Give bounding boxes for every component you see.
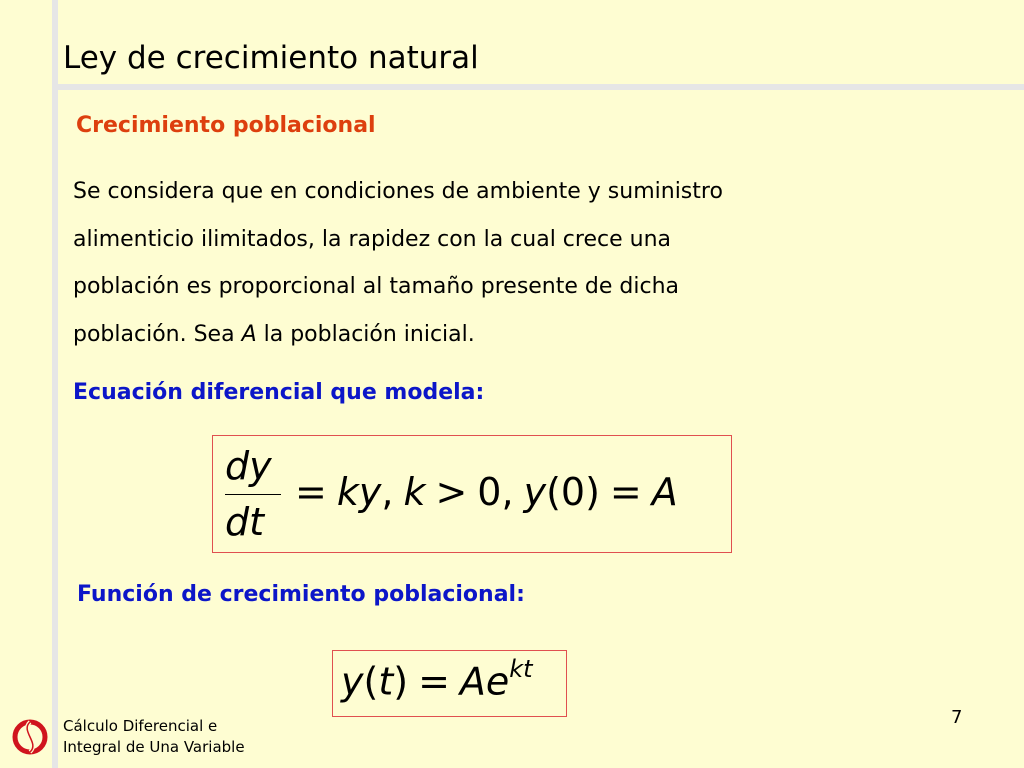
footer-line: Cálculo Diferencial e bbox=[63, 717, 218, 735]
equation-right-side bbox=[295, 470, 678, 514]
term-k: k bbox=[403, 470, 426, 514]
paren-open: ( bbox=[363, 659, 379, 704]
term-t: t bbox=[378, 659, 394, 704]
growth-function-box bbox=[332, 650, 567, 717]
term-initial-arg: (0) bbox=[546, 470, 600, 514]
paragraph-text: población. Sea bbox=[73, 321, 242, 347]
exponent-kt: kt bbox=[509, 655, 533, 683]
term-A: A bbox=[651, 470, 678, 514]
variable-A: A bbox=[241, 321, 257, 347]
equals-sign: = bbox=[609, 470, 642, 514]
equals-sign: = bbox=[418, 659, 450, 704]
equals-sign: = bbox=[295, 470, 327, 514]
fraction-bar bbox=[225, 494, 281, 495]
slide-title: Ley de crecimiento natural bbox=[63, 40, 479, 76]
paragraph-line: población es proporcional al tamaño presente de dicha bbox=[73, 274, 679, 299]
university-logo-icon bbox=[10, 717, 50, 757]
fraction-denominator: dt bbox=[225, 500, 265, 544]
differential-equation-box bbox=[212, 435, 732, 553]
greater-than-sign: > bbox=[435, 470, 468, 514]
term-zero: 0, bbox=[477, 470, 514, 514]
paragraph-line-last bbox=[73, 311, 973, 359]
section-heading-growth: Crecimiento poblacional bbox=[76, 113, 376, 138]
section-heading-equation: Ecuación diferencial que modela: bbox=[73, 380, 485, 405]
term-ky: ky bbox=[336, 470, 382, 514]
term-y: y bbox=[523, 470, 547, 514]
paren-close: ) bbox=[393, 659, 409, 704]
fraction-numerator: dy bbox=[225, 444, 272, 488]
term-Ae: Ae bbox=[459, 659, 510, 704]
paragraph-line: alimenticio ilimitados, la rapidez con la cual crece una bbox=[73, 226, 671, 252]
comma: , bbox=[381, 470, 394, 514]
paragraph-line: Se considera que en condiciones de ambiente y suministro bbox=[73, 179, 723, 204]
footer-line: Integral de Una Variable bbox=[63, 738, 245, 756]
horizontal-rule bbox=[52, 84, 1024, 90]
footer-course-name bbox=[63, 716, 245, 758]
intro-paragraph bbox=[73, 168, 973, 358]
paragraph-text: la población inicial. bbox=[256, 321, 475, 347]
section-heading-function: Función de crecimiento poblacional: bbox=[77, 582, 525, 607]
vertical-rule bbox=[52, 0, 58, 768]
page-number: 7 bbox=[951, 707, 963, 728]
derivative-fraction bbox=[221, 442, 281, 546]
term-y: y bbox=[341, 659, 364, 704]
growth-function-expression bbox=[341, 655, 533, 704]
